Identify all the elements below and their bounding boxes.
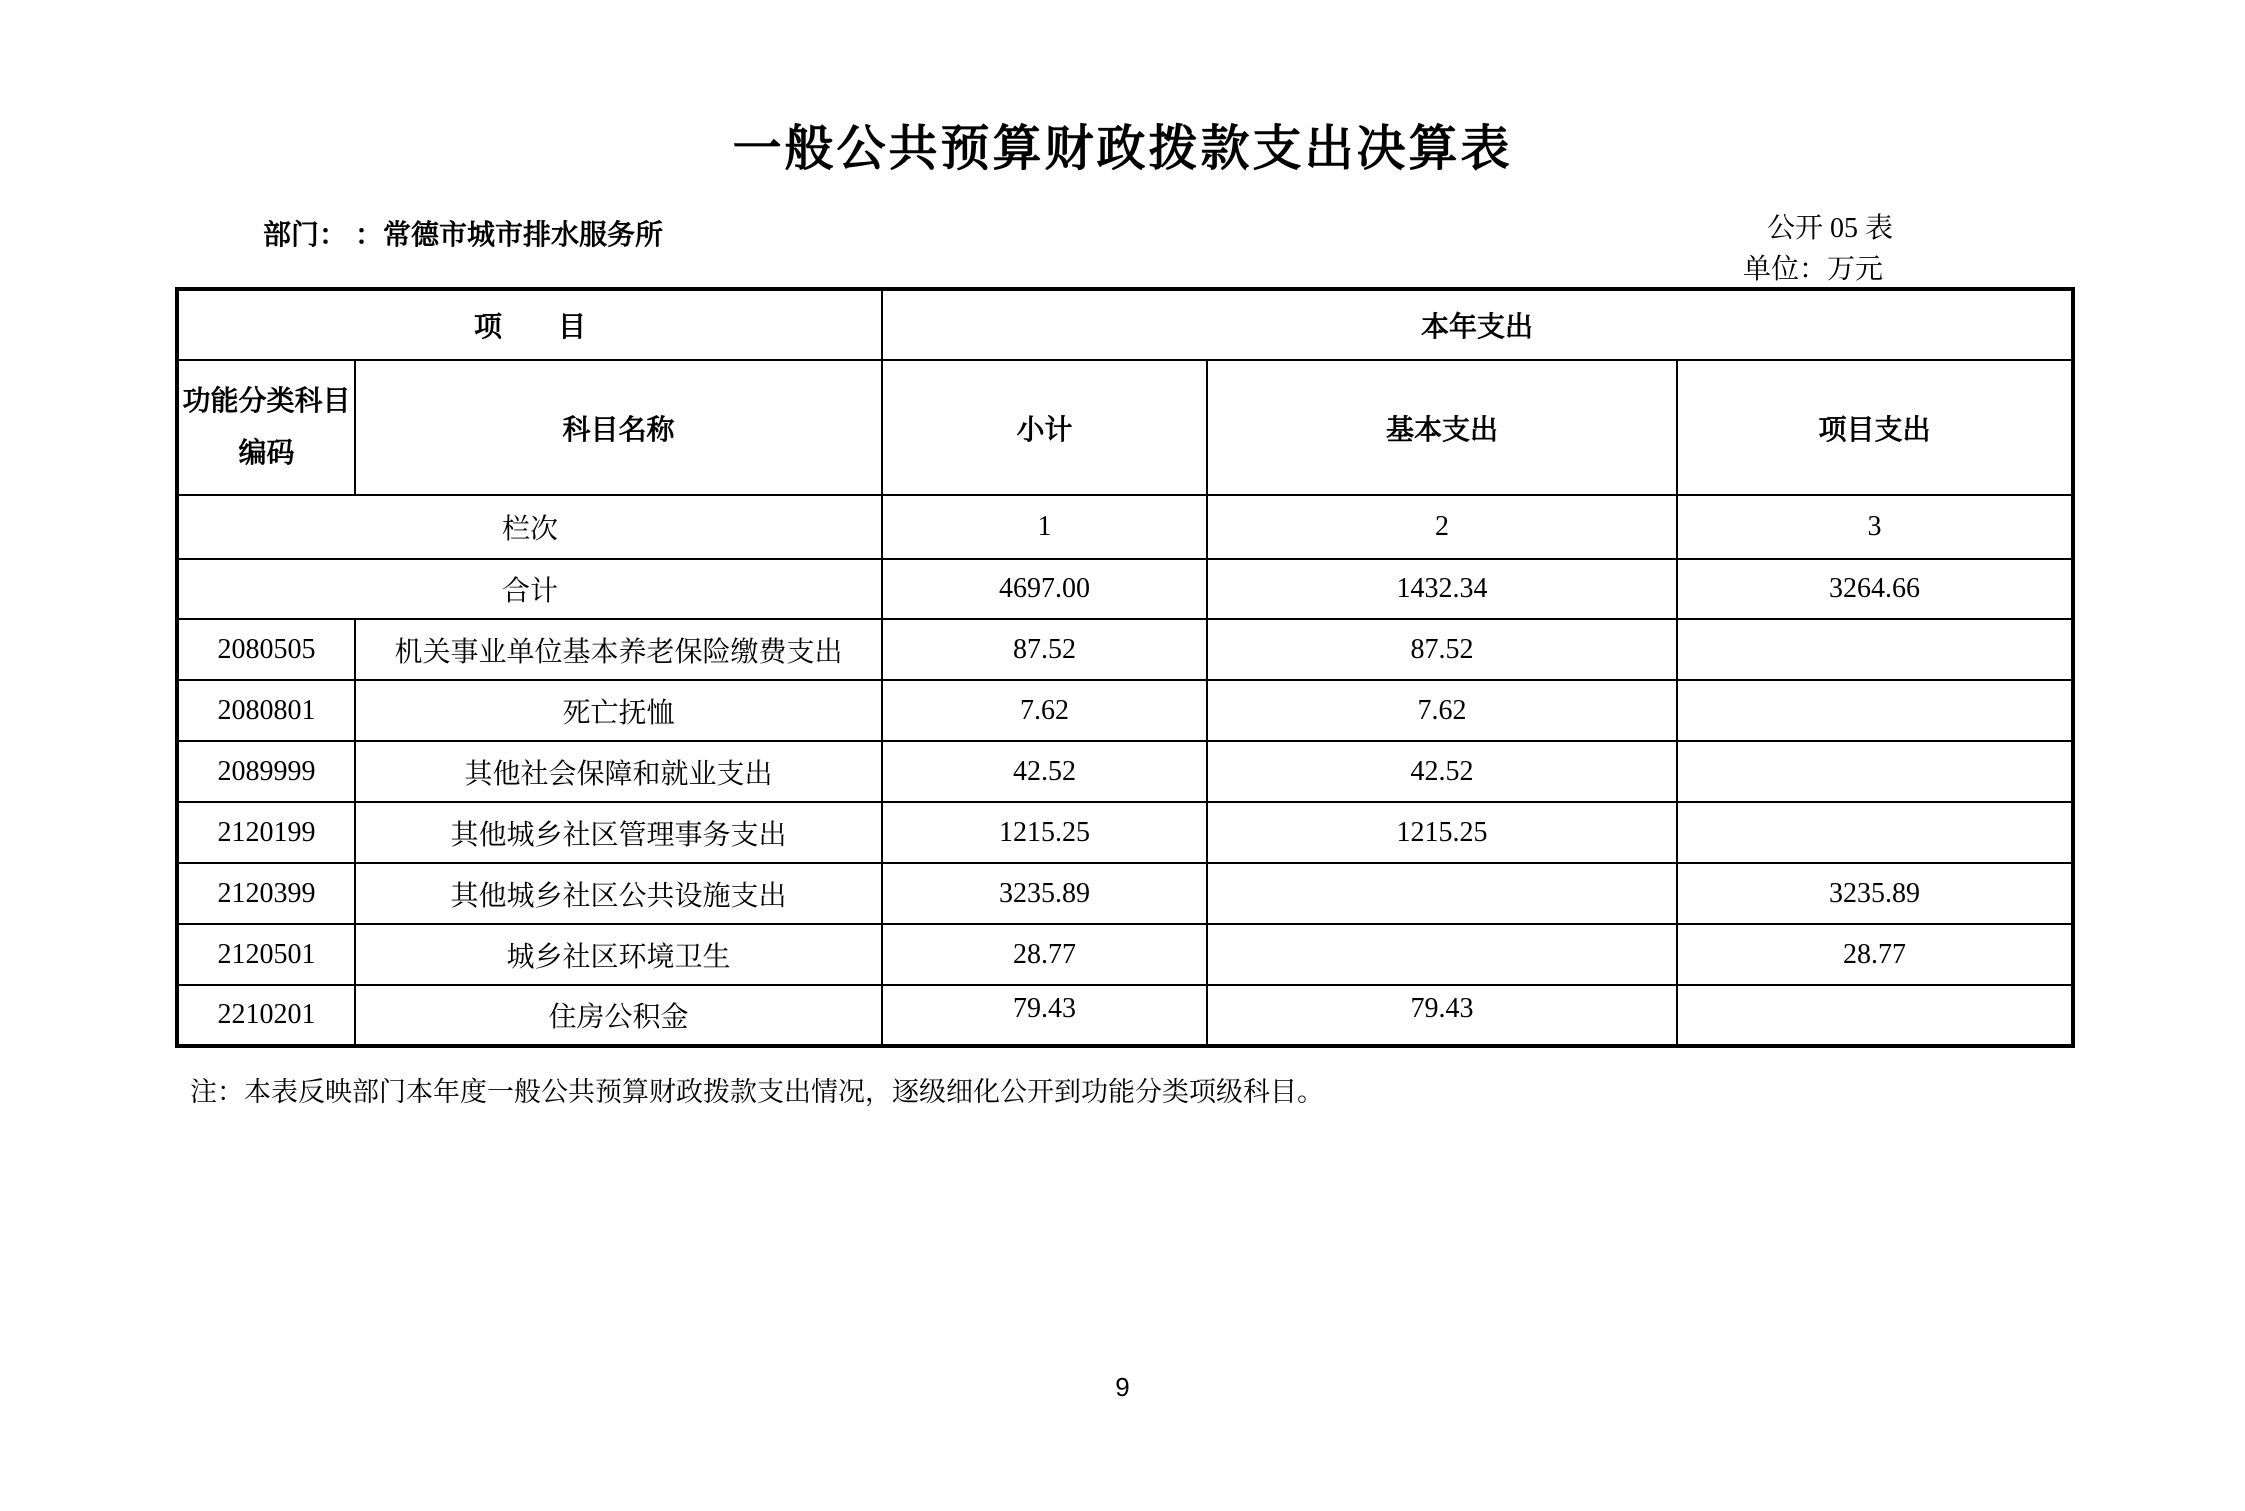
column-index-label: 栏次 bbox=[177, 495, 882, 559]
table-row bbox=[177, 741, 2073, 802]
row-project-expenditure bbox=[1677, 619, 2073, 680]
header-col-function-code: 功能分类科目编码 bbox=[177, 360, 355, 495]
table-row bbox=[177, 619, 2073, 680]
row-basic-expenditure bbox=[1207, 924, 1677, 985]
table-header-columns-row bbox=[177, 360, 2073, 495]
page-number: 9 bbox=[1115, 1372, 1130, 1402]
table-row bbox=[177, 924, 2073, 985]
row-function-code: 2080505 bbox=[177, 619, 355, 680]
row-subtotal: 87.52 bbox=[882, 619, 1207, 680]
row-basic-expenditure: 1215.25 bbox=[1207, 802, 1677, 863]
total-basic: 1432.34 bbox=[1207, 559, 1677, 619]
row-subject-name: 机关事业单位基本养老保险缴费支出 bbox=[355, 619, 882, 680]
row-project-expenditure bbox=[1677, 802, 2073, 863]
column-index-1: 1 bbox=[882, 495, 1207, 559]
unit-label: 单位：万元 bbox=[1743, 254, 1884, 285]
row-project-expenditure bbox=[1677, 985, 2073, 1046]
row-function-code: 2120199 bbox=[177, 802, 355, 863]
total-label: 合计 bbox=[177, 559, 882, 619]
row-basic-expenditure: 42.52 bbox=[1207, 741, 1677, 802]
row-project-expenditure: 28.77 bbox=[1677, 924, 2073, 985]
row-project-expenditure: 3235.89 bbox=[1677, 863, 2073, 924]
row-subject-name: 其他社会保障和就业支出 bbox=[355, 741, 882, 802]
row-subtotal: 79.43 bbox=[882, 985, 1207, 1046]
row-function-code: 2089999 bbox=[177, 741, 355, 802]
page-title: 一般公共预算财政拨款支出决算表 bbox=[732, 122, 1513, 176]
table-row bbox=[177, 985, 2073, 1046]
row-basic-expenditure: 7.62 bbox=[1207, 680, 1677, 741]
department-line bbox=[263, 213, 663, 253]
row-subject-name: 城乡社区环境卫生 bbox=[355, 924, 882, 985]
row-function-code: 2080801 bbox=[177, 680, 355, 741]
column-index-2: 2 bbox=[1207, 495, 1677, 559]
row-subject-name: 住房公积金 bbox=[355, 985, 882, 1046]
header-col-basic-expenditure: 基本支出 bbox=[1207, 360, 1677, 495]
row-basic-expenditure: 79.43 bbox=[1207, 985, 1677, 1046]
table-row bbox=[177, 863, 2073, 924]
row-project-expenditure bbox=[1677, 741, 2073, 802]
budget-table bbox=[175, 287, 2075, 1048]
header-col-subtotal: 小计 bbox=[882, 360, 1207, 495]
row-basic-expenditure bbox=[1207, 863, 1677, 924]
column-index-row bbox=[177, 495, 2073, 559]
row-subject-name: 其他城乡社区公共设施支出 bbox=[355, 863, 882, 924]
header-year-expenditure-group: 本年支出 bbox=[882, 289, 2073, 360]
row-function-code: 2210201 bbox=[177, 985, 355, 1046]
department-label: 部门： bbox=[263, 220, 334, 251]
row-subtotal: 1215.25 bbox=[882, 802, 1207, 863]
row-subject-name: 死亡抚恤 bbox=[355, 680, 882, 741]
header-item-group: 项 目 bbox=[177, 289, 882, 360]
row-function-code: 2120399 bbox=[177, 863, 355, 924]
row-project-expenditure bbox=[1677, 680, 2073, 741]
total-row bbox=[177, 559, 2073, 619]
footnote: 注：本表反映部门本年度一般公共预算财政拨款支出情况，逐级细化公开到功能分类项级科目。 bbox=[190, 1077, 1324, 1107]
table-row bbox=[177, 802, 2073, 863]
row-function-code: 2120501 bbox=[177, 924, 355, 985]
row-subtotal: 28.77 bbox=[882, 924, 1207, 985]
total-subtotal: 4697.00 bbox=[882, 559, 1207, 619]
column-index-3: 3 bbox=[1677, 495, 2073, 559]
header-col-project-expenditure: 项目支出 bbox=[1677, 360, 2073, 495]
row-subject-name: 其他城乡社区管理事务支出 bbox=[355, 802, 882, 863]
row-basic-expenditure: 87.52 bbox=[1207, 619, 1677, 680]
table-header-group-row bbox=[177, 289, 2073, 360]
header-col-subject-name: 科目名称 bbox=[355, 360, 882, 495]
table-row bbox=[177, 680, 2073, 741]
row-subtotal: 7.62 bbox=[882, 680, 1207, 741]
row-subtotal: 42.52 bbox=[882, 741, 1207, 802]
row-subtotal: 3235.89 bbox=[882, 863, 1207, 924]
table-number-label: 公开 05 表 bbox=[1767, 213, 1894, 244]
department-value: ：常德市城市排水服务所 bbox=[355, 220, 664, 251]
total-project: 3264.66 bbox=[1677, 559, 2073, 619]
